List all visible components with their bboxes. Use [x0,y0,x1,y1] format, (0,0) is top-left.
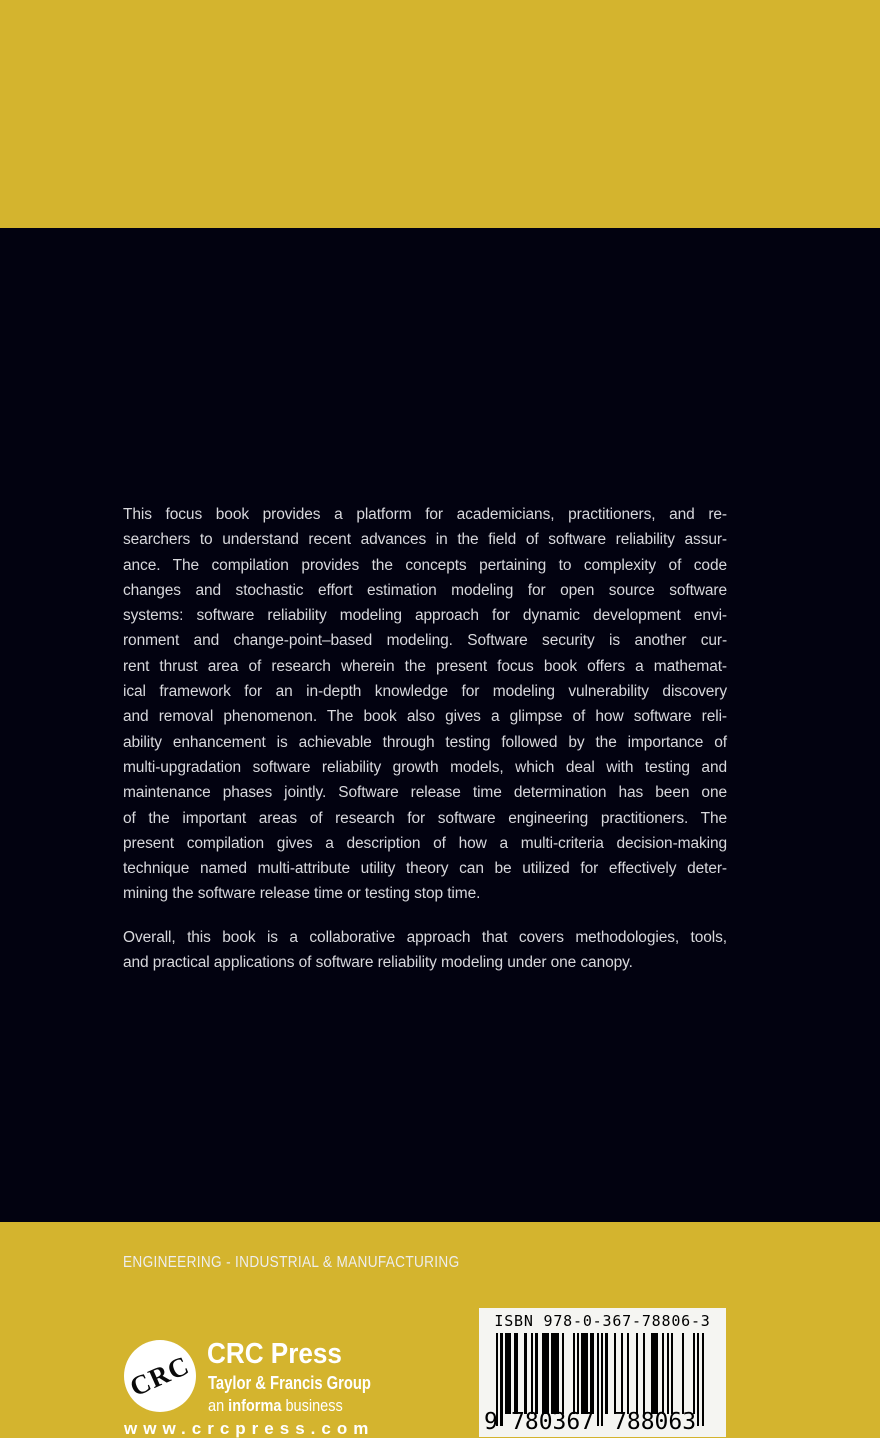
book-blurb [123,502,727,975]
text-line: of the important areas of research for software engineering practitioners. The [123,809,727,827]
barcode-digit-group1: 780367 [511,1409,595,1435]
blurb-paragraph-2 [123,925,727,976]
text-line: ronment and change-point–based modeling. Software security is another cur- [123,632,727,650]
publisher-tagline [208,1398,343,1415]
isbn-barcode [479,1308,726,1437]
text-line: Overall, this book is a collaborative approach that covers methodologies, tools, [123,928,727,946]
text-line: ical framework for an in-depth knowledge for modeling vulnerability discovery [123,683,727,701]
text-line: ability enhancement is achievable through testing followed by the importance of [123,733,727,751]
text-line: rent thrust area of research wherein the present focus book offers a mathemat- [123,657,727,675]
category-label: ENGINEERING - INDUSTRIAL & MANUFACTURING [123,1254,460,1271]
back-cover-panel [0,228,880,1438]
text-line: searchers to understand recent advances in the field of software reliability assur- [123,531,727,549]
barcode-digit-group2: 788063 [613,1409,697,1435]
text-line: multi-upgradation software reliability growth models, which deal with testing and [123,758,727,776]
isbn-number: ISBN 978-0-367-78806-3 [494,1312,711,1330]
text-line: technique named multi-attribute utility theory can be utilized for effectively deter- [123,860,727,878]
text-line: systems: software reliability modeling approach for dynamic development envi- [123,607,727,625]
publisher-name: CRC Press [207,1338,342,1370]
publisher-group: Taylor & Francis Group [208,1373,371,1393]
text-line: and removal phenomenon. The book also gives a glimpse of how software reli- [123,708,727,726]
text-line: present compilation gives a description of how a multi-criteria decision-making [123,834,727,852]
text-line: changes and stochastic effort estimation modeling for open source software [123,581,727,599]
crc-monogram: CRC [125,1349,194,1402]
text-line: maintenance phases jointly. Software release time determination has been one [123,784,727,802]
barcode-digit-lead: 9 [484,1409,498,1435]
informa-brand: informa [228,1397,282,1415]
publisher-website: www.crcpress.com [124,1419,375,1438]
tagline-prefix: an [208,1397,229,1415]
tagline-suffix: business [281,1397,343,1415]
text-line: mining the software release time or testing stop time. [123,885,481,903]
barcode-module [702,1333,704,1426]
crc-logo-icon [124,1340,196,1412]
text-line: ance. The compilation provides the concepts pertaining to complexity of code [123,556,727,574]
blurb-paragraph-1 [123,502,727,907]
text-line: and practical applications of software reliability modeling under one canopy. [123,954,633,972]
text-line: This focus book provides a platform for academicians, practitioners, and re- [123,506,727,523]
